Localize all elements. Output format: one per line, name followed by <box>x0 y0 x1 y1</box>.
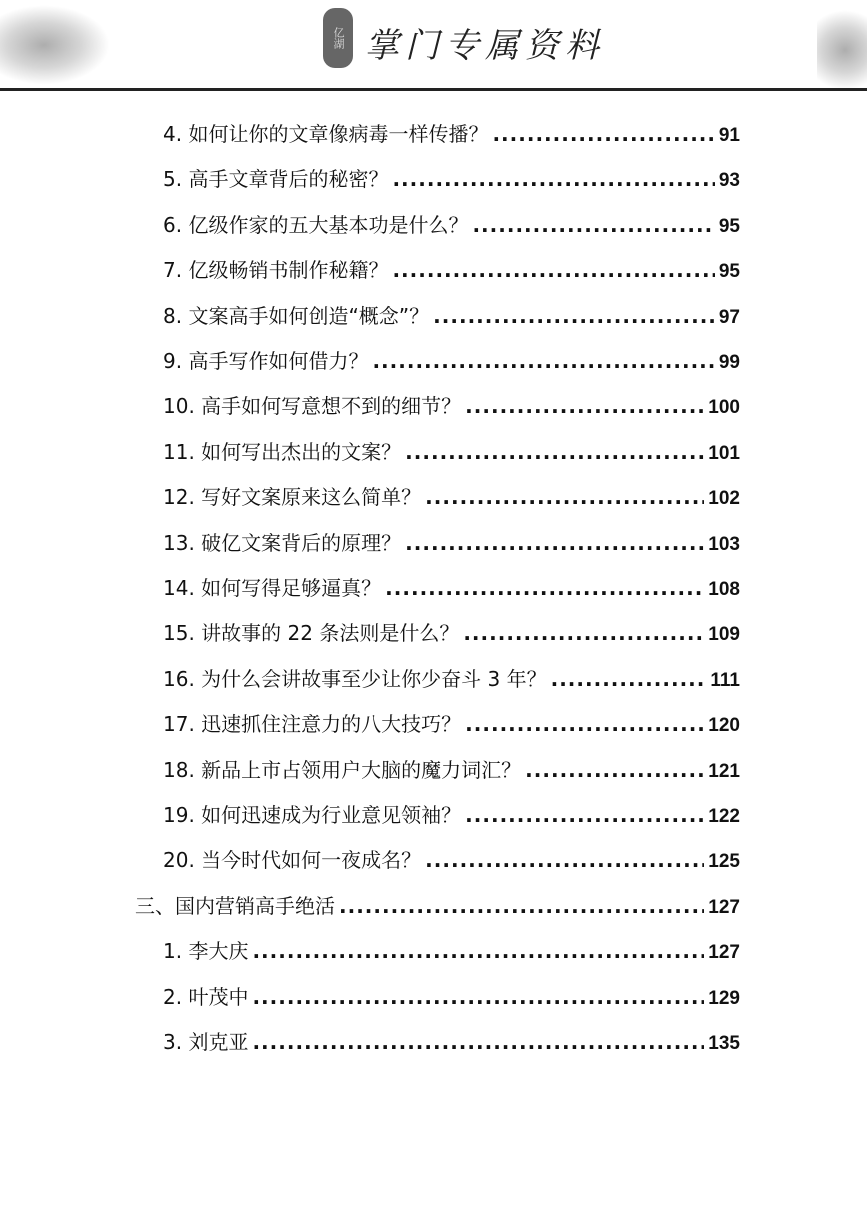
toc-entry-title: 18. 新品上市占领用户大脑的魔力词汇？ <box>163 757 522 782</box>
leader-dots <box>465 803 704 827</box>
leader-dots <box>425 485 704 509</box>
toc-entry <box>163 390 740 426</box>
dragon-illustration-right <box>817 10 867 90</box>
leader-dots <box>392 258 714 282</box>
toc-page-number: 99 <box>718 352 740 373</box>
leader-dots <box>405 531 704 555</box>
leader-dots <box>385 576 704 600</box>
toc-entry-title: 3. 刘克亚 <box>163 1030 249 1054</box>
toc-entry <box>163 163 740 199</box>
toc-entry <box>163 118 740 154</box>
toc-entry <box>163 617 740 653</box>
toc-entry <box>163 799 740 835</box>
leader-dots <box>465 712 704 736</box>
leader-dots <box>492 122 714 146</box>
leader-dots <box>472 213 714 237</box>
leader-dots <box>433 304 715 328</box>
toc-entry <box>163 1026 740 1062</box>
leader-dots <box>525 758 704 782</box>
header-rule <box>0 88 867 91</box>
toc-entry-title: 8. 文案高手如何创造“概念”？ <box>163 303 430 328</box>
leader-dots <box>252 1030 704 1054</box>
toc-entry <box>163 935 740 971</box>
leader-dots <box>463 621 704 645</box>
toc-page-number: 102 <box>708 488 740 510</box>
toc-entry-title: 11. 如何写出杰出的文案？ <box>163 439 402 464</box>
toc-entry <box>163 844 740 880</box>
toc-page-number: 108 <box>708 579 740 600</box>
toc-entry <box>163 300 740 336</box>
header-title: 掌门专属资料 <box>365 26 605 66</box>
toc-page-number: 121 <box>708 760 740 782</box>
leader-dots <box>372 349 714 373</box>
leader-dots <box>551 667 707 691</box>
toc-page-number: 127 <box>708 896 740 918</box>
toc-entry <box>163 663 740 699</box>
toc-entry <box>163 345 740 381</box>
toc-entry-title: 13. 破亿文案背后的原理？ <box>163 530 402 555</box>
toc-entry-title: 10. 高手如何写意想不到的细节？ <box>163 394 462 419</box>
toc-entry-title: 12. 写好文案原来这么简单？ <box>163 485 422 510</box>
toc-entry <box>163 527 740 563</box>
toc-section <box>135 890 740 926</box>
toc-entry-title: 7. 亿级畅销书制作秘籍？ <box>163 258 389 283</box>
toc-page-number: 95 <box>718 215 740 237</box>
toc-page-number: 95 <box>718 261 740 283</box>
toc-page-number: 125 <box>708 851 740 873</box>
dragon-illustration-left <box>0 5 110 85</box>
toc-page-number: 127 <box>708 942 740 964</box>
toc-entry-title: 14. 如何写得足够逼真？ <box>163 576 382 600</box>
toc-page-number: 135 <box>708 1033 740 1054</box>
toc-entry <box>163 481 740 517</box>
toc-entry-title: 15. 讲故事的 22 条法则是什么？ <box>163 621 460 646</box>
toc-page-number: 91 <box>718 125 740 146</box>
toc-entry-title: 4. 如何让你的文章像病毒一样传播？ <box>163 122 489 146</box>
toc-entry <box>163 436 740 472</box>
toc-entry <box>163 254 740 290</box>
toc-entry <box>163 708 740 744</box>
leader-dots <box>392 167 714 191</box>
toc-entry-title: 1. 李大庆 <box>163 939 249 964</box>
toc-entry-title: 5. 高手文章背后的秘密？ <box>163 167 389 192</box>
toc-page-number: 120 <box>708 715 740 737</box>
leader-dots <box>425 848 704 872</box>
toc-entry <box>163 754 740 790</box>
leader-dots <box>339 894 704 918</box>
toc-entry-title: 20. 当今时代如何一夜成名？ <box>163 848 422 873</box>
page-header <box>0 0 867 96</box>
seal-logo: 亿湖 <box>323 8 353 68</box>
toc-page-number: 122 <box>708 806 740 827</box>
toc-page-number: 100 <box>708 397 740 419</box>
toc-page-number: 101 <box>708 442 740 464</box>
leader-dots <box>405 440 704 464</box>
toc-entry <box>163 981 740 1017</box>
toc-page-number: 103 <box>708 533 740 555</box>
toc-page-number: 111 <box>710 669 740 691</box>
toc-entry-title: 6. 亿级作家的五大基本功是什么？ <box>163 212 469 237</box>
toc-entry-title: 16. 为什么会讲故事至少让你少奋斗 3 年？ <box>163 666 547 691</box>
toc-entry-title: 三、国内营销高手绝活 <box>135 893 335 918</box>
toc-entry-title: 19. 如何迅速成为行业意见领袖？ <box>163 803 462 827</box>
toc-entry <box>163 572 740 608</box>
leader-dots <box>252 985 704 1009</box>
toc-page-number: 97 <box>718 306 740 328</box>
toc-entry-title: 2. 叶茂中 <box>163 984 249 1009</box>
toc-entry-title: 9. 高手写作如何借力？ <box>163 349 369 373</box>
toc-page-number: 93 <box>718 170 740 192</box>
toc-page-number: 129 <box>708 987 740 1009</box>
toc-entry-title: 17. 迅速抓住注意力的八大技巧？ <box>163 712 462 737</box>
leader-dots <box>252 939 704 963</box>
toc-entry <box>163 209 740 245</box>
leader-dots <box>465 394 704 418</box>
toc-page-number: 109 <box>708 624 740 646</box>
